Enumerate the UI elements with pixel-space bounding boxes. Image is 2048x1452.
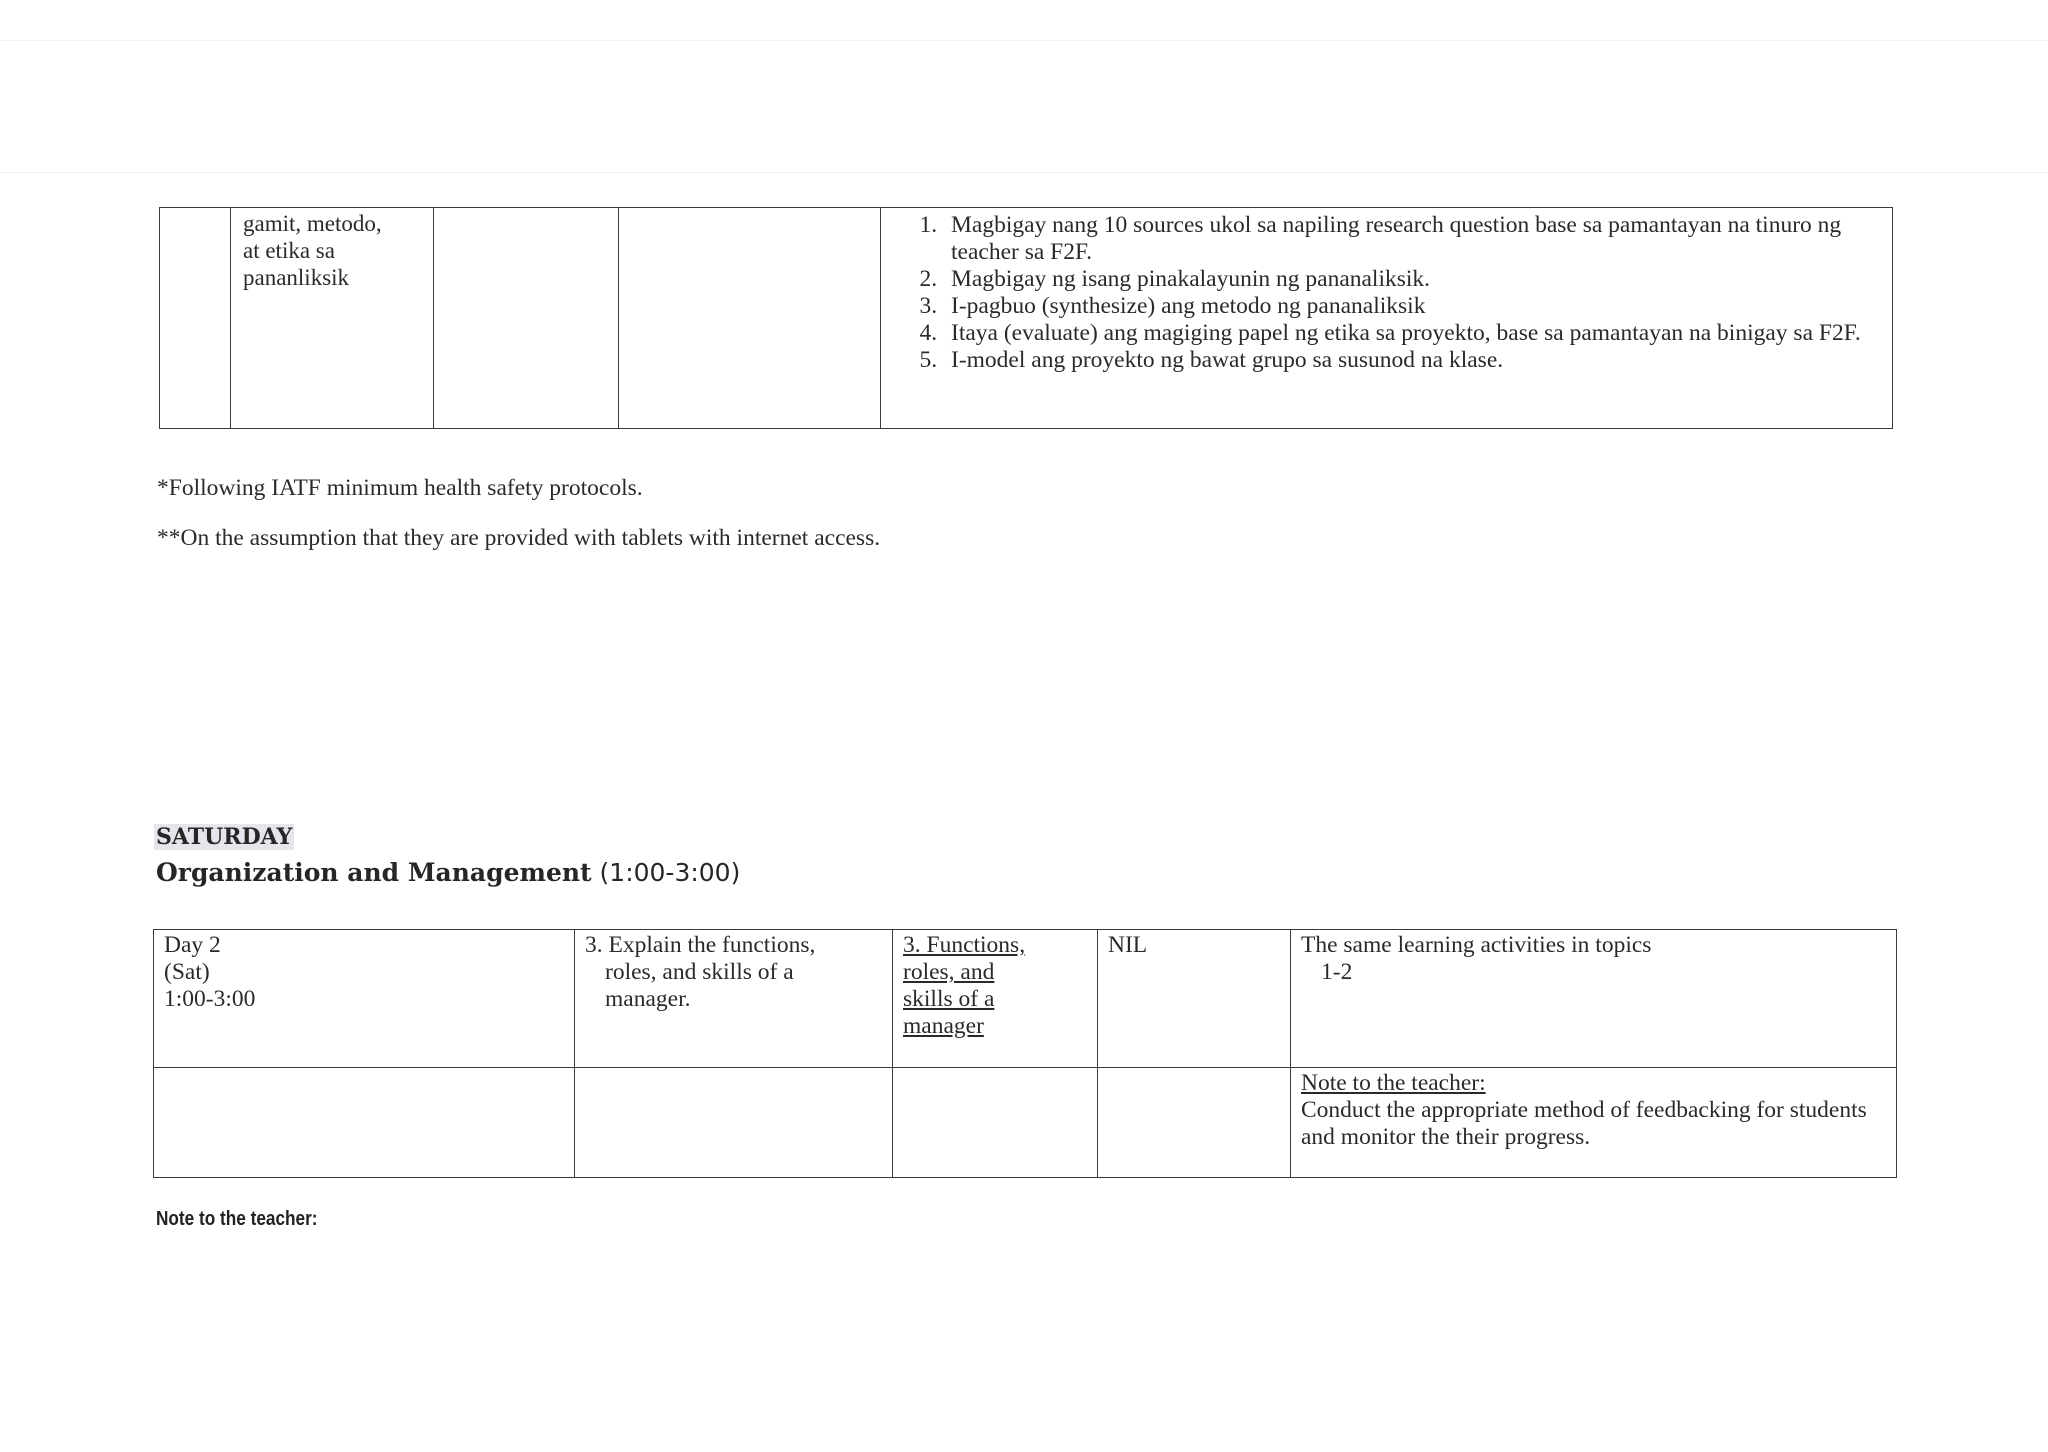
activities-line: The same learning activities in topics [1301,932,1652,958]
table-row [154,1068,1897,1178]
table-cell-blank [575,1068,893,1178]
list-item: 2. Magbigay ng isang pinakalayunin ng pananaliksik. [943,266,1892,293]
topic-line: 3. Functions, [903,932,1026,958]
topic-line: skills of a [903,986,995,1012]
schedule-line: 1:00-3:00 [164,986,256,1012]
table-cell-blank [434,208,619,429]
final-teacher-note: Note to the teacher: [156,1208,318,1230]
topic-line: roles, and [903,959,995,985]
table-cell-blank [1098,1068,1291,1178]
scan-artifact [0,40,2048,41]
competency-line: 3. Explain the functions, [585,932,816,958]
list-item: 3. I-pagbuo (synthesize) ang metodo ng pananaliksik [943,293,1892,320]
table-cell-competency [575,930,893,1068]
schedule-line: Day 2 [164,932,221,958]
topic-line: at etika sa [243,238,335,263]
table-row [154,930,1897,1068]
competency-line: roles, and skills of a [605,959,794,985]
table-cell-resources: NIL [1098,930,1291,1068]
topic-line: gamit, metodo, [243,211,382,236]
topic-line: pananliksik [243,265,350,290]
lesson-plan-table-continued [159,207,1893,429]
schedule-line: (Sat) [164,959,210,985]
table-cell-schedule [160,208,231,429]
subject-heading [156,858,740,887]
saturday-lesson-table [153,929,1897,1178]
table-row [160,208,1893,429]
table-cell-teacher-note [1291,1068,1897,1178]
subject-time: (1:00-3:00) [599,858,741,887]
task-list [881,212,1892,374]
activities-line: 1-2 [1321,959,1353,985]
day-heading: SATURDAY [156,824,293,850]
scan-artifact [0,172,2048,173]
table-cell-blank [893,1068,1098,1178]
list-item: 4. Itaya (evaluate) ang magiging papel ng etika sa proyekto, base sa pamantayan na binigay sa F2F. [943,320,1892,347]
teacher-note-label: Note to the teacher: [1301,1070,1486,1096]
table-cell-activities [881,208,1893,429]
table-cell-activities [1291,930,1897,1068]
list-item: 1. Magbigay nang 10 sources ukol sa napiling research question base sa pamantayan na tinuro ng teacher sa F2F. [943,212,1892,266]
teacher-note-text: Conduct the appropriate method of feedbacking for students and monitor the their progress. [1301,1097,1867,1150]
table-cell-schedule [154,930,575,1068]
table-cell-topic [893,930,1098,1068]
competency-line: manager. [605,986,691,1012]
topic-line: manager [903,1013,984,1039]
table-cell-topic [231,208,434,429]
subject-title: Organization and Management [156,858,592,887]
footnote-health-protocols: *Following IATF minimum health safety protocols. [157,475,643,501]
list-item: 5. I-model ang proyekto ng bawat grupo sa susunod na klase. [943,347,1892,374]
table-cell-blank [619,208,881,429]
table-cell-blank [154,1068,575,1178]
footnote-tablets: **On the assumption that they are provided with tablets with internet access. [157,525,881,551]
